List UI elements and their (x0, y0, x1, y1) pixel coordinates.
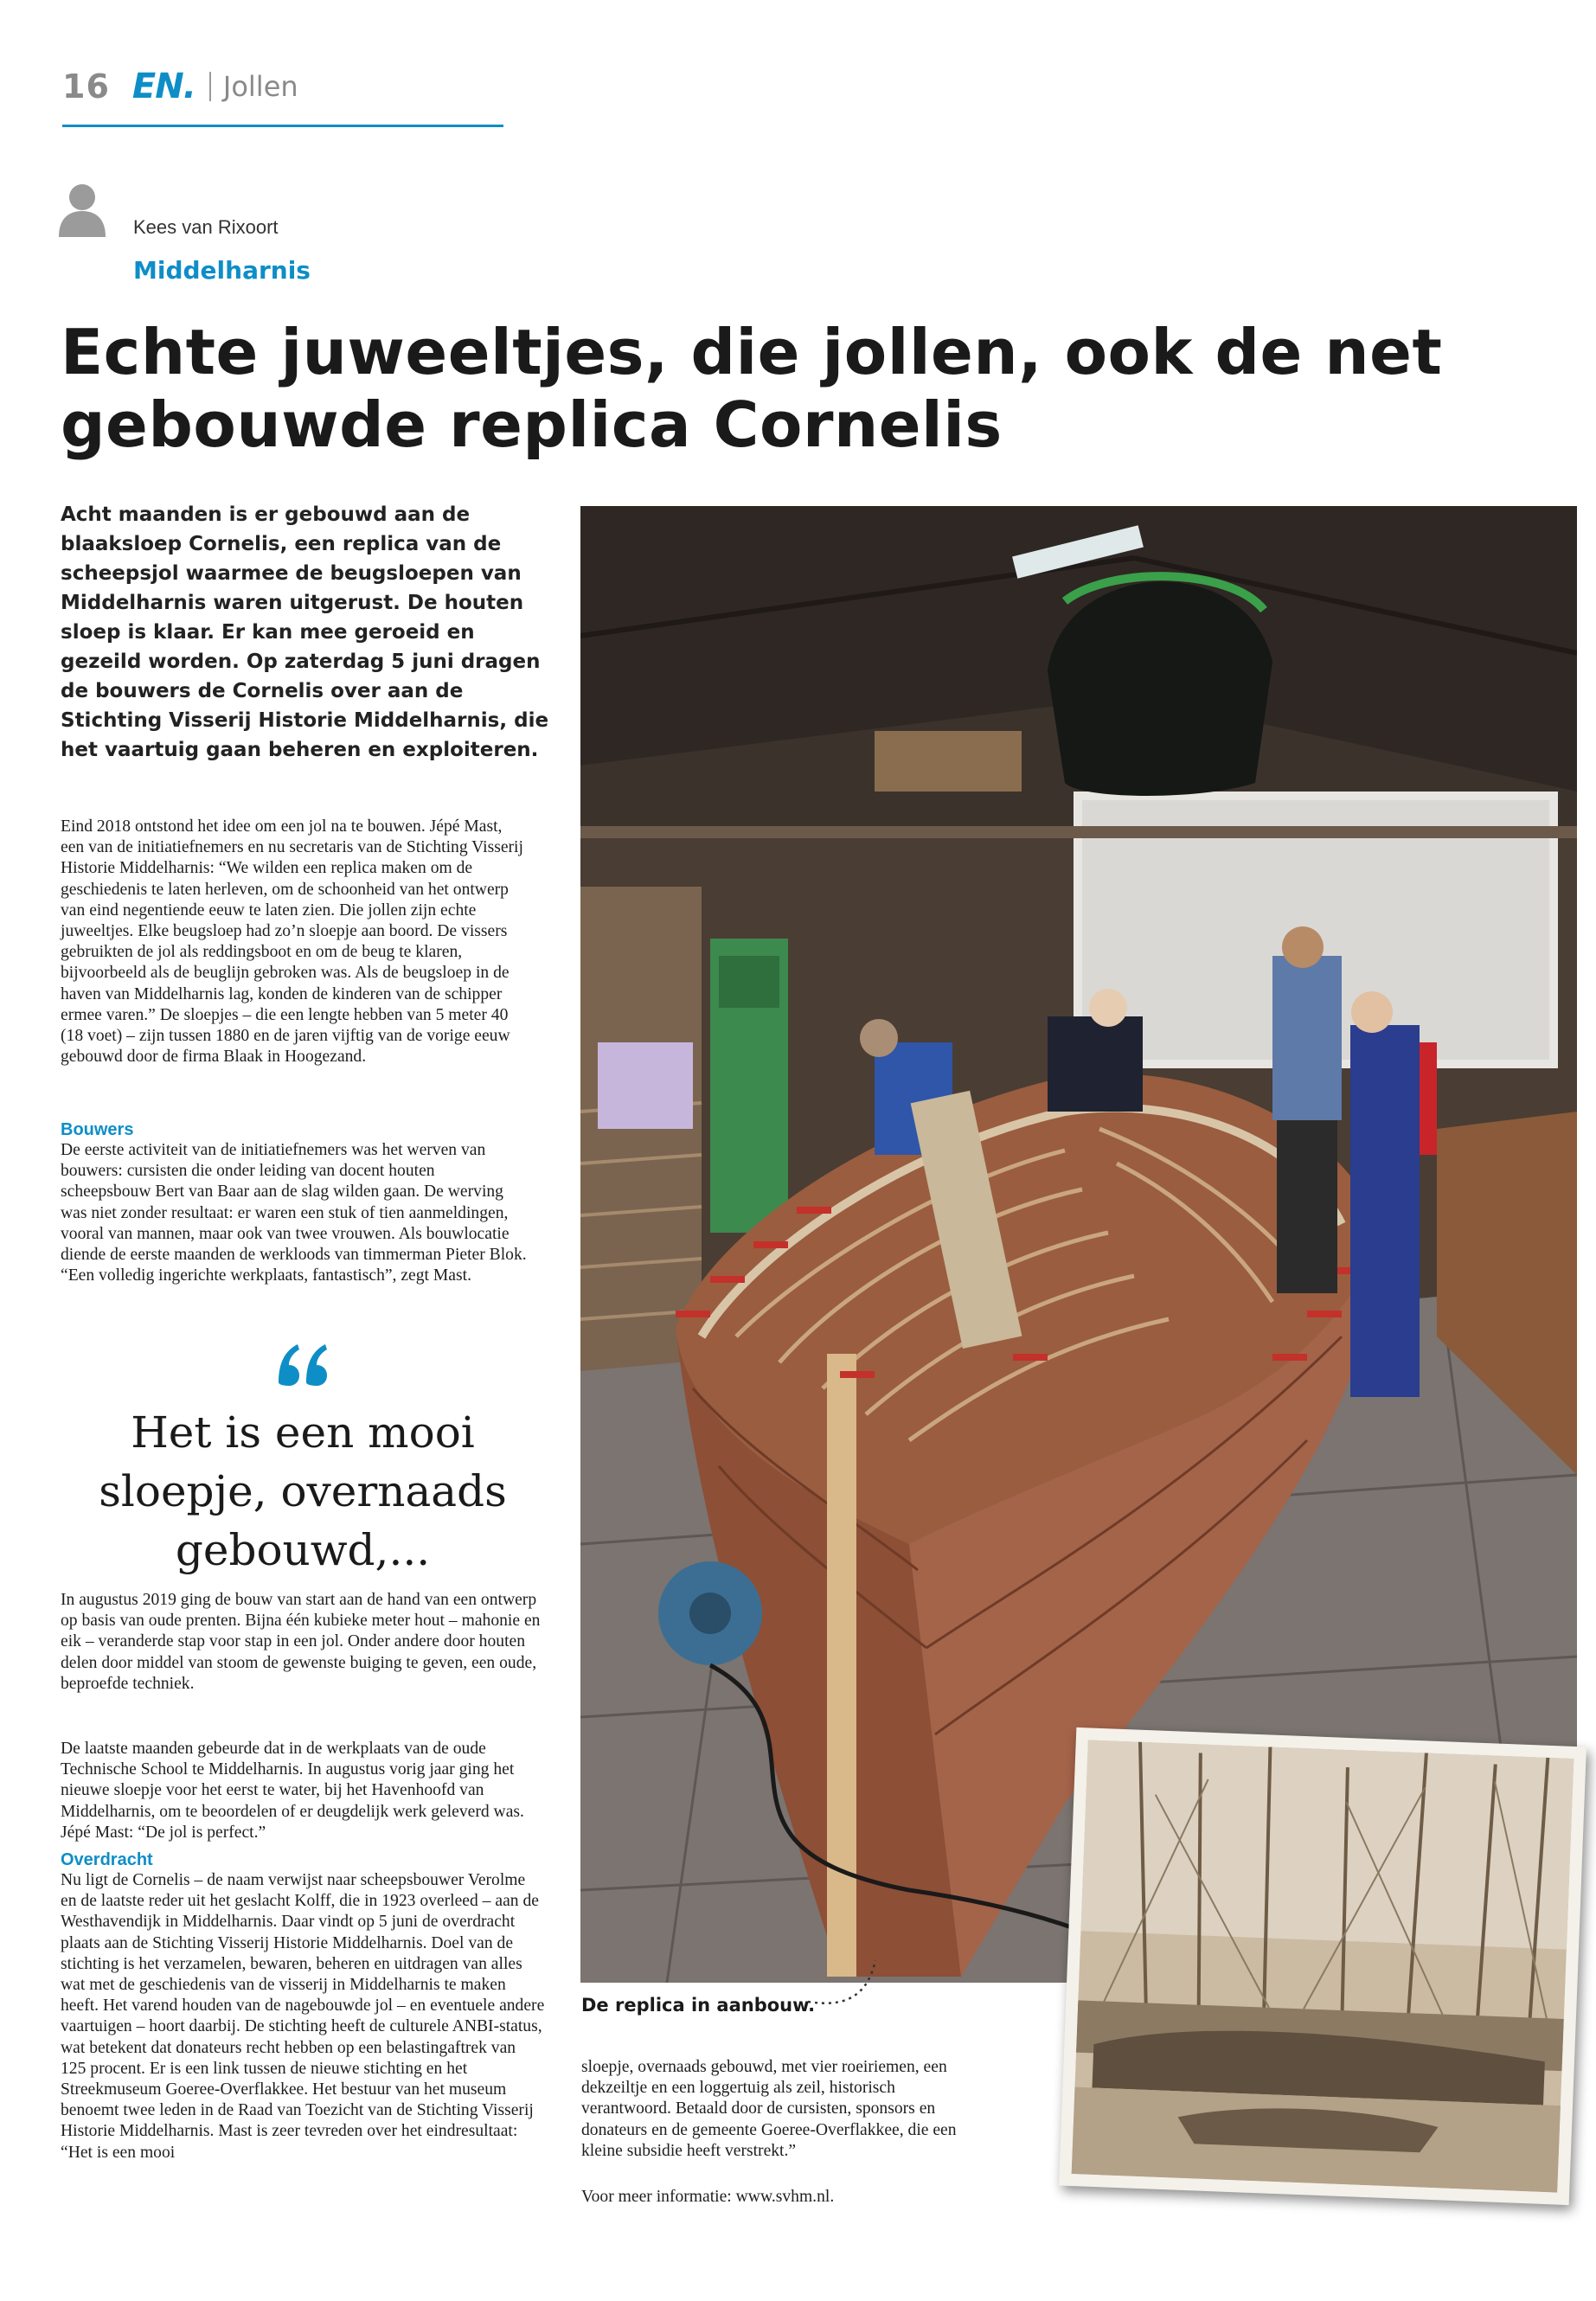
newspaper-logo: EN. (131, 67, 195, 106)
dateline-location: Middelharnis (133, 256, 311, 285)
photo-caption: De replica in aanbouw. (581, 1995, 816, 2016)
page-header (62, 62, 298, 111)
subhead-overdracht: Overdracht (61, 1850, 153, 1869)
headline: Echte juweeltjes, die jollen, ook de net gebouwde replica Cornelis (61, 316, 1443, 461)
section-name: Jollen (222, 70, 298, 103)
author-avatar-icon (57, 180, 107, 237)
author-name: Kees van Rixoort (133, 216, 279, 238)
body-paragraph: Nu ligt de Cornelis – de naam verwijst naar scheepsbouwer Verolme en de laatste reder uit het geslacht Kolff, die in 1923 overleed – aan de Westhavendijk in Middelharnis. Daar vindt op 5 juni de overdracht plaats aan de Stichting Visserij Historie Middelharnis. Doel van de stichting is het verzamelen, bewaren, beheren en uitdragen van alles wat met de geschiedenis van de visserij in Middelharnis te maken heeft. Het varend houden van de nagebouwde jol – en eventuele andere vaartuigen – hoort daarbij. De stichting heeft de culturele ANBI-status, wat betekent dat donateurs recht hebben op een belastingaftrek van 125 procent. Er is een link tussen de nieuwe stichting en het Streekmuseum Goeree-Overflakkee. Het bestuur van het museum benoemt twee leden in de Raad van Toezicht van de Stichting Visserij Historie Middelharnis. Mast is zeer tevreden over het eindresultaat: “Het is een mooi (61, 1871, 545, 2162)
intro-paragraph: Acht maanden is er gebouwd aan de blaaksloep Cornelis, een replica van de scheepsjol waarmee de beugsloepen van Middelharnis waren uitgerust. De houten sloep is klaar. Er kan mee geroeid en gezeild worden. Op zaterdag 5 juni dragen de bouwers de Cornelis over aan de Stichting Visserij Historie Middelharnis, die het vaartuig gaan beheren en exploiteren. (61, 503, 549, 761)
caption-pointer (806, 1957, 884, 2009)
historical-photo-harbor (1059, 1727, 1586, 2205)
page-number: 16 (62, 67, 110, 106)
header-rule (62, 125, 503, 127)
header-divider (209, 72, 211, 101)
more-info-line: Voor meer informatie: www.svhm.nl. (581, 2188, 835, 2206)
body-paragraph: In augustus 2019 ging de bouw van start aan de hand van een ontwerp op basis van oude prenten. Bijna één kubieke meter hout – mahonie en eik – veranderde stap voor stap in een jol. Onder andere door houten delen door middel van stoom de gewenste buiging te geven, een oude, beproefde techniek. (61, 1591, 541, 1693)
quote-mark-icon (275, 1339, 330, 1388)
body-paragraph: De laatste maanden gebeurde dat in de werkplaats van de oude Technische School te Middelharnis. In augustus vorig jaar ging het nieuwe sloepje voor het eerst te water, bij het Havenhoofd van Middelharnis, om te beoordelen of er deugdelijk werk geleverd was. Jépé Mast: “De jol is perfect.” (61, 1740, 524, 1842)
subhead-bouwers: Bouwers (61, 1120, 134, 1139)
body-paragraph: Eind 2018 ontstond het idee om een jol na te bouwen. Jépé Mast, een van de initiatiefnemers en nu secretaris van de Stichting Visserij Historie Middelharnis: “We wilden een replica maken om de geschiedenis te laten herleven, om de schoonheid van het ontwerp van eind negentiende eeuw te laten zien. Die jollen zijn echte juweeltjes. Elke beugsloep had zo’n sloepje aan boord. De vissers gebruikten de jol als reddingsboot en om de beug te klaren, bijvoorbeeld als de beuglijn gebroken was. Als de beugsloep in de haven van Middelharnis lag, konden de kinderen van de schipper ermee varen.” De sloepjes – die een lengte hebben van 5 meter 40 (18 voet) – zijn tussen 1880 en de jaren vijftig van de vorige eeuw gebouwd door de firma Blaak in Hoogezand. (61, 817, 523, 1067)
body-paragraph: sloepje, overnaads gebouwd, met vier roeiriemen, een dekzeiltje en een loggertuig als zeil, historisch verantwoord. Betaald door de cursisten, sponsors en donateurs en de gemeente Goeree-Overflakkee, die een kleine subsidie heeft verstrekt.” (581, 2058, 957, 2160)
body-paragraph: De eerste activiteit van de initiatiefnemers was het werven van bouwers: cursisten die onder leiding van docent houten scheepsbouw Bert van Baar aan de slag wilden gaan. De werving was niet zonder resultaat: er waren een stuk of tien aanmeldingen, vooral van mannen, maar ook van twee vrouwen. Als bouwlocatie diende de eerste maanden de werkloods van timmerman Pieter Blok. “Een volledig ingerichte werkplaats, fantastisch”, zegt Mast. (61, 1141, 527, 1285)
pull-quote: Het is een mooi sloepje, overnaads gebouwd,... (99, 1407, 507, 1575)
